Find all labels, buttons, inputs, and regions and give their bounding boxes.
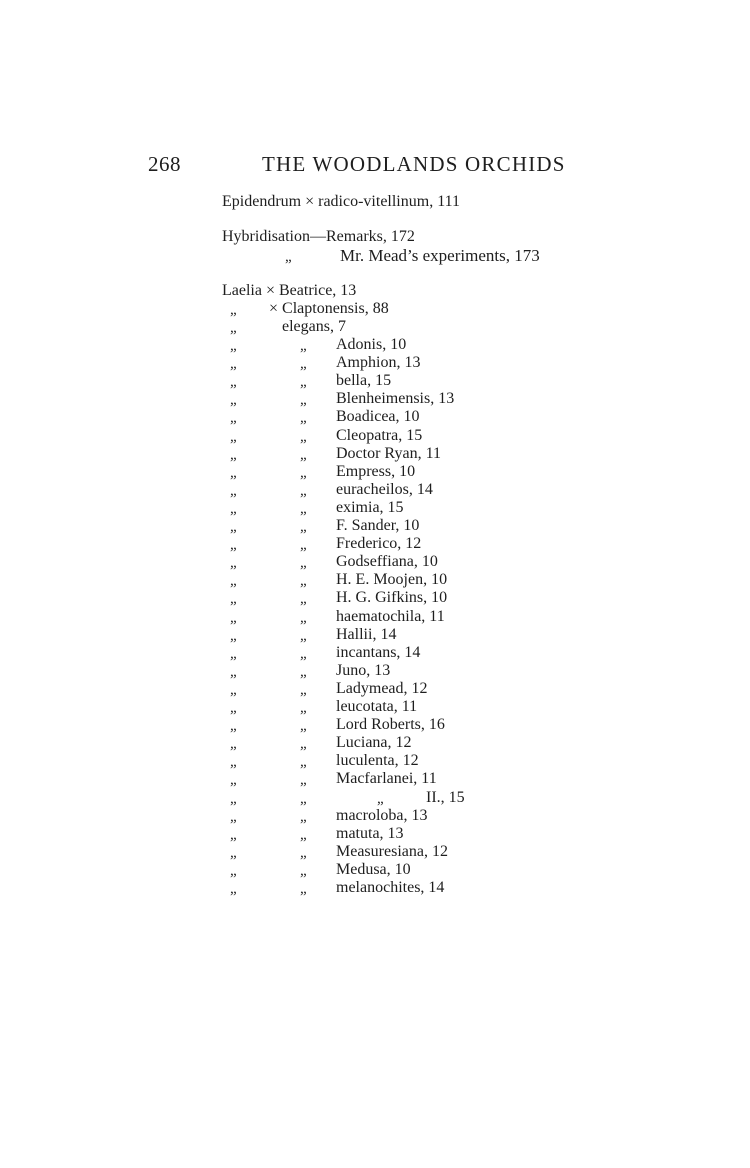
ditto-mark: „ bbox=[230, 881, 237, 897]
entry-claptonensis: × Claptonensis, 88 bbox=[269, 300, 389, 317]
ditto-mark: „ bbox=[230, 302, 237, 318]
ditto-mark: „ bbox=[230, 555, 237, 571]
ditto-mark: „ bbox=[300, 809, 307, 825]
variety-entry: Empress, 10 bbox=[336, 463, 416, 480]
variety-entry: haematochila, 11 bbox=[336, 608, 445, 625]
ditto-mark: „ bbox=[300, 754, 307, 770]
ditto-mark: „ bbox=[230, 483, 237, 499]
ditto-mark: „ bbox=[230, 791, 237, 807]
ditto-mark: „ bbox=[300, 429, 307, 445]
variety-entry: euracheilos, 14 bbox=[336, 481, 433, 498]
variety-entry: Luciana, 12 bbox=[336, 734, 412, 751]
variety-entry: Frederico, 12 bbox=[336, 535, 422, 552]
ditto-mark: „ bbox=[230, 646, 237, 662]
variety-entry: leucotata, 11 bbox=[336, 698, 418, 715]
ditto-mark: „ bbox=[230, 664, 237, 680]
variety-entry: II., 15 bbox=[426, 789, 465, 806]
variety-entry: Hallii, 14 bbox=[336, 626, 397, 643]
ditto-mark: „ bbox=[300, 338, 307, 354]
ditto-mark: „ bbox=[300, 573, 307, 589]
variety-entry: Adonis, 10 bbox=[336, 336, 407, 353]
ditto-mark: „ bbox=[230, 537, 237, 553]
ditto-mark: „ bbox=[230, 465, 237, 481]
ditto-mark: „ bbox=[230, 410, 237, 426]
ditto-mark: „ bbox=[300, 410, 307, 426]
ditto-mark: „ bbox=[230, 809, 237, 825]
ditto-mark: „ bbox=[300, 465, 307, 481]
ditto-mark: „ bbox=[300, 682, 307, 698]
variety-entry: Measuresiana, 12 bbox=[336, 843, 448, 860]
ditto-mark: „ bbox=[230, 429, 237, 445]
ditto-mark: „ bbox=[230, 845, 237, 861]
ditto-mark: „ bbox=[300, 591, 307, 607]
ditto-mark: „ bbox=[300, 628, 307, 644]
variety-entry: H. E. Moojen, 10 bbox=[336, 571, 448, 588]
variety-entry: matuta, 13 bbox=[336, 825, 404, 842]
ditto-mark: „ bbox=[230, 772, 237, 788]
ditto-mark: „ bbox=[300, 845, 307, 861]
ditto-mark: „ bbox=[300, 700, 307, 716]
entry-epidendrum: Epidendrum × radico-vitellinum, 111 bbox=[222, 193, 461, 210]
variety-entry: melanochites, 14 bbox=[336, 879, 445, 896]
ditto-mark: „ bbox=[377, 791, 384, 807]
ditto-mark: „ bbox=[230, 718, 237, 734]
variety-entry: F. Sander, 10 bbox=[336, 517, 420, 534]
entry-elegans: elegans, 7 bbox=[282, 318, 346, 335]
variety-entry: Amphion, 13 bbox=[336, 354, 421, 371]
variety-entry: Boadicea, 10 bbox=[336, 408, 420, 425]
ditto-mark: „ bbox=[230, 700, 237, 716]
ditto-mark: „ bbox=[230, 682, 237, 698]
ditto-mark: „ bbox=[230, 447, 237, 463]
ditto-mark: „ bbox=[230, 591, 237, 607]
ditto-mark: „ bbox=[230, 374, 237, 390]
ditto-mark: „ bbox=[230, 610, 237, 626]
ditto-mark: „ bbox=[230, 501, 237, 517]
ditto-mark: „ bbox=[285, 249, 292, 265]
ditto-mark: „ bbox=[300, 555, 307, 571]
variety-entry: Ladymead, 12 bbox=[336, 680, 428, 697]
variety-entry: H. G. Gifkins, 10 bbox=[336, 589, 448, 606]
ditto-mark: „ bbox=[300, 519, 307, 535]
variety-entry: eximia, 15 bbox=[336, 499, 404, 516]
ditto-mark: „ bbox=[300, 881, 307, 897]
variety-entry: Macfarlanei, 11 bbox=[336, 770, 437, 787]
ditto-mark: „ bbox=[300, 827, 307, 843]
variety-entry: Blenheimensis, 13 bbox=[336, 390, 455, 407]
ditto-mark: „ bbox=[230, 736, 237, 752]
entry-hybridisation: Hybridisation—Remarks, 172 bbox=[222, 228, 415, 245]
ditto-mark: „ bbox=[300, 537, 307, 553]
ditto-mark: „ bbox=[300, 664, 307, 680]
ditto-mark: „ bbox=[230, 754, 237, 770]
variety-entry: incantans, 14 bbox=[336, 644, 421, 661]
ditto-mark: „ bbox=[300, 374, 307, 390]
running-head: THE WOODLANDS ORCHIDS bbox=[262, 152, 566, 176]
variety-entry: Lord Roberts, 16 bbox=[336, 716, 445, 733]
ditto-mark: „ bbox=[230, 320, 237, 336]
ditto-mark: „ bbox=[230, 392, 237, 408]
ditto-mark: „ bbox=[300, 483, 307, 499]
ditto-mark: „ bbox=[300, 610, 307, 626]
ditto-mark: „ bbox=[230, 573, 237, 589]
ditto-mark: „ bbox=[230, 356, 237, 372]
entry-laelia-beatrice: Laelia × Beatrice, 13 bbox=[222, 282, 357, 299]
variety-entry: Godseffiana, 10 bbox=[336, 553, 438, 570]
ditto-mark: „ bbox=[300, 718, 307, 734]
ditto-mark: „ bbox=[300, 772, 307, 788]
variety-entry: Cleopatra, 15 bbox=[336, 427, 423, 444]
ditto-mark: „ bbox=[230, 827, 237, 843]
ditto-mark: „ bbox=[300, 501, 307, 517]
ditto-mark: „ bbox=[230, 519, 237, 535]
ditto-mark: „ bbox=[230, 338, 237, 354]
ditto-mark: „ bbox=[230, 628, 237, 644]
ditto-mark: „ bbox=[230, 863, 237, 879]
page-number: 268 bbox=[148, 152, 181, 176]
variety-entry: bella, 15 bbox=[336, 372, 392, 389]
ditto-mark: „ bbox=[300, 392, 307, 408]
ditto-mark: „ bbox=[300, 646, 307, 662]
ditto-mark: „ bbox=[300, 863, 307, 879]
variety-entry: Medusa, 10 bbox=[336, 861, 411, 878]
variety-entry: Doctor Ryan, 11 bbox=[336, 445, 441, 462]
variety-entry: luculenta, 12 bbox=[336, 752, 419, 769]
variety-entry: macroloba, 13 bbox=[336, 807, 428, 824]
ditto-mark: „ bbox=[300, 791, 307, 807]
variety-entry: Juno, 13 bbox=[336, 662, 391, 679]
ditto-mark: „ bbox=[300, 356, 307, 372]
entry-mead-experiments: Mr. Mead’s experiments, 173 bbox=[340, 246, 540, 265]
ditto-mark: „ bbox=[300, 736, 307, 752]
ditto-mark: „ bbox=[300, 447, 307, 463]
